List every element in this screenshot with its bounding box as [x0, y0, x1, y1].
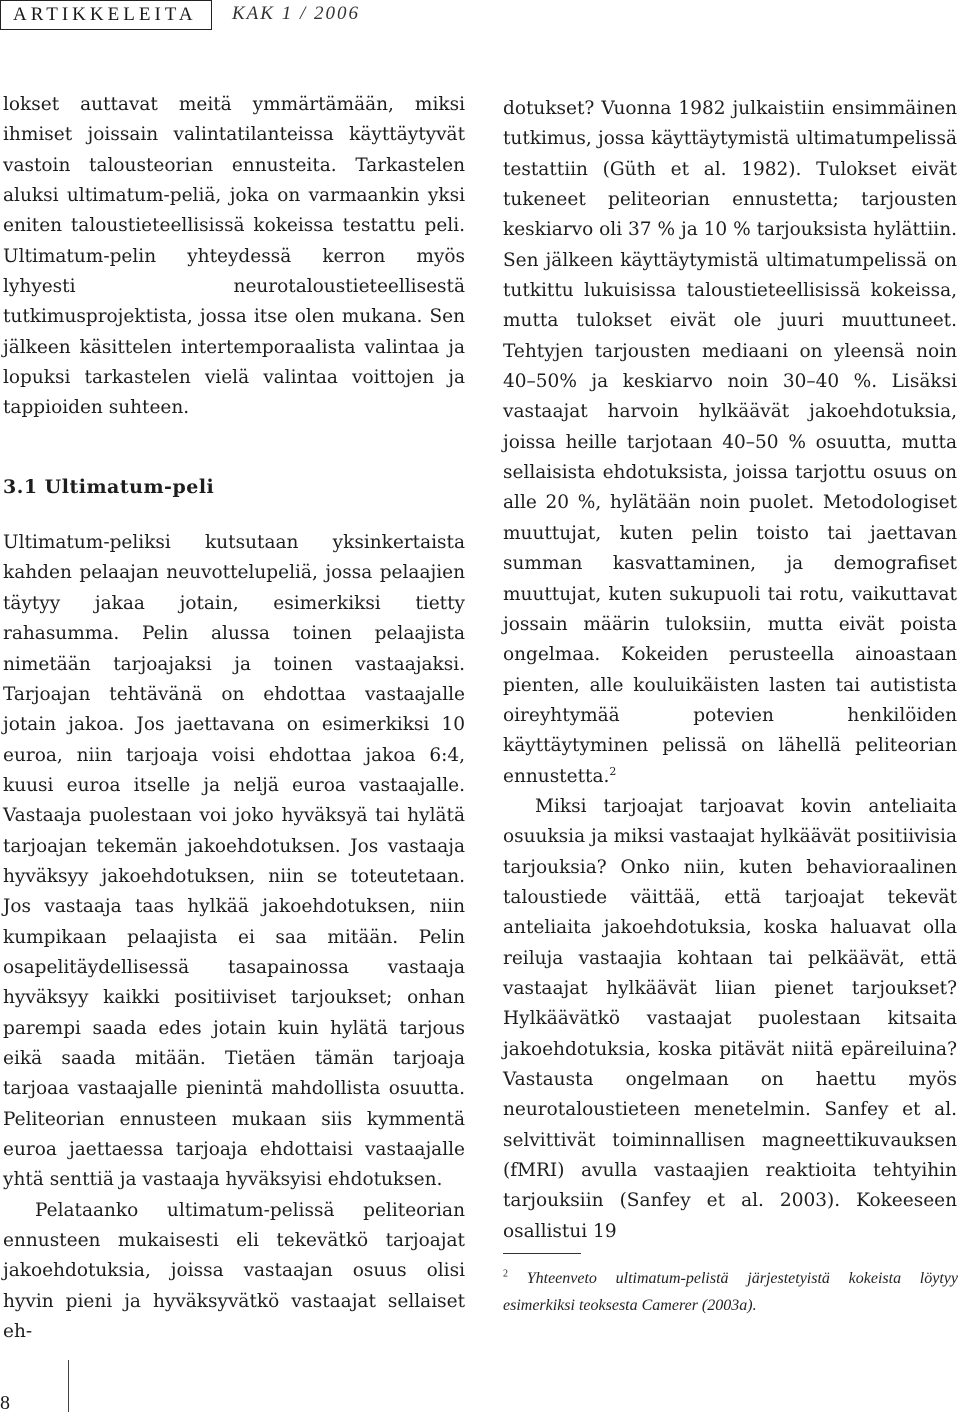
page-number: 8	[0, 1392, 10, 1414]
left-paragraph-1: lokset auttavat meitä ymmärtämään, miksi ihmiset joissain valintatilanteissa käyttäytyvät vastoin talousteorian ennusteita. Tarkastelen aluksi ultimatum-peliä, joka on varmaankin yksi eniten taloustieteellisissä kokeissa testattu peli. Ultimatum-pelin yhteydessä kerron myös lyhyesti neurotaloustieteellisestä tutkimusprojektista, jossa itse olen mukana. Sen jälkeen käsittelen intertemporaalista valintaa ja lopuksi tarkastelen vielä valintaa voittojen ja tappioiden suhteen.	[3, 94, 465, 419]
section-label: ARTIKKELEITA	[0, 0, 212, 30]
section-heading: 3.1 Ultimatum-peli	[3, 475, 215, 498]
running-header	[0, 0, 960, 32]
footnote-text: Yhteenveto ultimatum-pelistä järjestetyistä kokeista löytyy esimerkiksi teoksesta Camerer (2003a).	[503, 1270, 958, 1314]
left-paragraph-3: Pelataanko ultimatum-pelissä peliteorian ennusteen mukaisesti eli tekevätkö tarjoajat jakoehdotuksia, joissa vastaajan osuus olisi hyvin pieni ja hyväksyvätkö vastaajat sellaiset eh-	[3, 1199, 465, 1343]
footnote-reference: 2	[609, 764, 617, 778]
left-column	[3, 90, 465, 1347]
right-paragraph-1-text: dotukset? Vuonna 1982 julkaistiin ensimmäinen tutkimus, jossa käyttäytymistä ultimatumpelissä testattiin (Güth et al. 1982). Tulokset eivät tukeneet peliteorian ennustetta; tarjousten keskiarvo oli 37 % ja 10 % tarjouksista hylättiin. Sen jälkeen käyttäytymistä ultimatumpelissä on tutkittu lukuisissa taloustieteellisissä kokeissa, mutta tulokset eivät ole juuri muuttuneet. Tehtyjen tarjousten mediaani on yleensä noin 40–50% ja keskiarvo noin 30–40 %. Lisäksi vastaajat harvoin hylkäävät jakoehdotuksia, joissa heille tarjotaan 40–50 % osuutta, mutta sellaisista ehdotuksista, joissa tarjottu osuus on alle 20 %, hylätään noin puolet. Metodologiset muuttujat, kuten pelin toisto tai jaettavan summan kasvattaminen, ja demografiset muuttujat, kuten sukupuoli tai rotu, vaikuttavat jossain määrin tuloksiin, mutta eivät poista ongelmaa. Kokeiden perusteella ainoastaan pienten, alle kouluikäisten lasten tai autistista oireyhtymää potevien henkilöiden käyttäytyminen pelissä on lähellä peliteorian ennustetta.	[503, 98, 957, 787]
issue-label: KAK 1 / 2006	[232, 3, 360, 24]
page-number-rule	[68, 1360, 69, 1412]
right-column	[503, 94, 957, 1247]
right-paragraph-2: Miksi tarjoajat tarjoavat kovin anteliaita osuuksia ja miksi vastaajat hylkäävät positiivisia tarjouksia? Onko niin, kuten behavioraalinen taloustiede väittää, että tarjoajat tekevät anteliaita jakoehdotuksia, koska haluavat olla reiluja vastaajia kohtaan tai pelkäävät, että vastaajat hylkäävät liian pienet tarjoukset? Hylkäävätkö vastaajat puolestaan kitsaita jakoehdotuksia, koska pitävät niitä epäreiluina? Vastausta ongelmaan on haettu myös neurotaloustieteen menetelmin. Sanfey et al. selvittivät toiminnallisen magneettikuvauksen (fMRI) avulla vastaajien reaktioita tehtyihin tarjouksiin (Sanfey et al. 2003). Kokeeseen osallistui 19	[503, 795, 957, 1242]
left-paragraph-2: Ultimatum-peliksi kutsutaan yksinkertaista kahden pelaajan neuvottelupeliä, jossa pelaajien täytyy jakaa jotain, esimerkiksi tietty rahasumma. Pelin alussa toinen pelaajista nimetään tarjoajaksi ja toinen vastaajaksi. Tarjoajan tehtävänä on ehdottaa vastaajalle jotain jakoa. Jos jaettavana on esimerkiksi 10 euroa, niin tarjoaja voisi ehdottaa jakoa 6:4, kuusi euroa itselle ja neljä euroa vastaajalle. Vastaaja puolestaan voi joko hyväksyä tai hylätä tarjoajan tekemän jakoehdotuksen. Jos vastaaja hyväksyy jakoehdotuksen, niin se toteutetaan. Jos vastaaja taas hylkää jakoehdotuksen, niin kumpikaan pelaajista ei saa mitään. Pelin osapelitäydellisessä tasapainossa vastaaja hyväksyy kaikki positiiviset tarjoukset; onhan parempi saada edes jotain kuin hylätä tarjous eikä saada mitään. Tietäen tämän tarjoaja tarjoaa vastaajalle pienintä mahdollista osuutta. Peliteorian ennusteen mukaan siis kymmentä euroa jaettaessa tarjoaja ehdottaisi vastaajalle yhtä senttiä ja vastaaja hyväksyisi ehdotuksen.	[3, 532, 465, 1191]
footnote-divider	[503, 1253, 581, 1254]
footnote-number: 2	[503, 1268, 508, 1280]
right-paragraph-1	[503, 94, 957, 792]
footnote	[503, 1265, 958, 1319]
